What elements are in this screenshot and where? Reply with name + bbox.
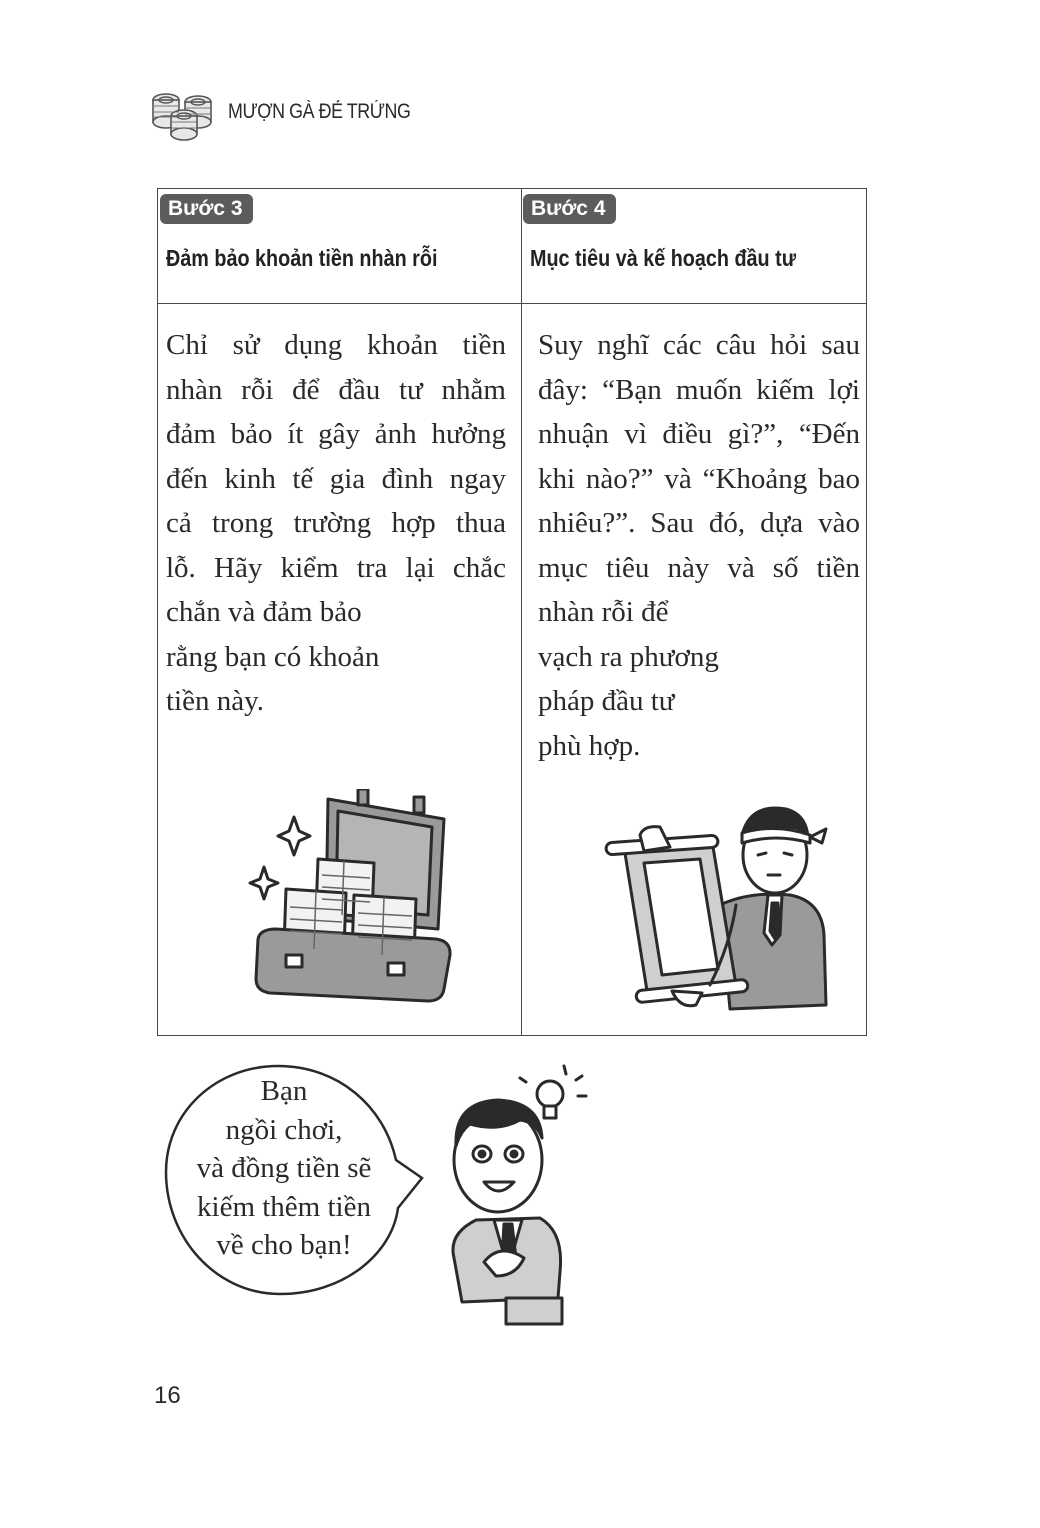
steps-table [157,188,867,1036]
step-4-line: Suy nghĩ các câu hỏi sau [538,329,860,361]
step-4-line: khi nào?” và “Khoảng bao [538,462,860,495]
step-4-body [538,323,860,768]
step-3-line: lỗ. Hãy kiểm tra lại chắc [166,551,506,584]
suitcase-money-illustration [246,789,461,1009]
step-3-line: chắn và đảm bảo [166,596,362,628]
step-4-line: nhàn rỗi để [538,596,669,628]
column-divider [521,189,522,1035]
step-3-line: đến kinh tế gia đình ngay [166,462,506,495]
step-3-body [166,323,506,724]
running-header-title: MƯỢN GÀ ĐẺ TRỨNG [228,100,411,123]
speech-bubble-line: ngồi chơi, [225,1113,343,1146]
speech-bubble-line: về cho bạn! [216,1229,352,1261]
step-3-badge: Bước 3 [160,194,253,224]
speech-bubble-line: và đồng tiền sẽ [196,1152,372,1184]
step-4-line: pháp đầu tư [538,685,675,717]
row-divider [158,303,866,304]
step-4-line: phù hợp. [538,729,641,762]
man-with-lightbulb-illustration [440,1062,590,1328]
step-4-line: đây: “Bạn muốn kiếm lợi [538,373,860,406]
step-4-line: vạch ra phương [538,640,719,673]
step-3-line: đảm bảo ít gây ảnh hưởng [166,418,506,450]
step-4-badge: Bước 4 [523,194,616,224]
step-3-line: tiền này. [166,685,264,717]
speech-bubble-text [172,1072,396,1265]
step-3-line: cả trong trường hợp thua [166,507,506,539]
running-header [150,86,550,142]
step-4-title: Mục tiêu và kế hoạch đầu tư [530,245,797,271]
step-4-line: nhiêu?”. Sau đó, dựa vào [538,507,860,539]
step-3-line: rằng bạn có khoản [166,640,380,673]
step-3-title: Đảm bảo khoản tiền nhàn rỗi [166,245,438,271]
step-4-line: mục tiêu này và số tiền [538,551,860,584]
step-3-line: Chỉ sử dụng khoản tiền [166,329,506,361]
man-holding-scroll-illustration [600,795,830,1015]
step-4-line: nhuận vì điều gì?”, “Đến [538,418,860,450]
page-number: 16 [154,1382,181,1409]
speech-bubble-line: kiếm thêm tiền [197,1190,371,1223]
coin-stack-icon [150,86,218,142]
speech-bubble-line: Bạn [260,1075,308,1107]
step-3-line: nhàn rỗi để đầu tư nhằm [166,373,506,406]
